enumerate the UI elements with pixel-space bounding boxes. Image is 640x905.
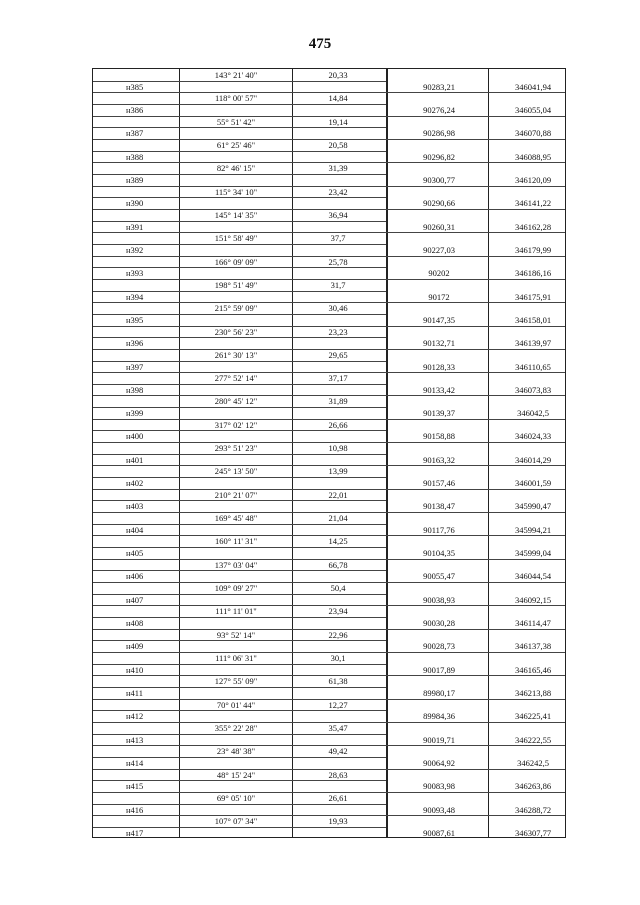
row-divider <box>93 804 386 805</box>
y-coordinate: 346288,72 <box>514 804 552 815</box>
y-coordinate: 346175,91 <box>514 291 552 302</box>
x-coordinate: 90093,48 <box>423 804 455 815</box>
x-coordinate: 90028,73 <box>423 641 455 652</box>
bearing-angle: 145° 14' 35" <box>214 209 258 220</box>
bearing-angle: 355° 22' 28" <box>214 722 258 733</box>
segment-length: 31,89 <box>328 396 348 407</box>
point-id: н394 <box>126 291 144 302</box>
row-divider <box>93 687 386 688</box>
point-id: н391 <box>126 221 144 232</box>
x-coordinate: 89980,17 <box>423 687 455 698</box>
point-id: н400 <box>126 431 144 442</box>
segment-length: 19,14 <box>328 116 348 127</box>
point-id: н385 <box>126 81 144 92</box>
row-divider <box>93 267 386 268</box>
y-coordinate: 346024,33 <box>514 431 552 442</box>
bearing-angle: 127° 55' 09" <box>214 676 258 687</box>
bearing-angle: 107° 07' 34" <box>214 816 258 827</box>
row-divider <box>93 827 386 828</box>
y-coordinate: 346088,95 <box>514 151 552 162</box>
y-coordinate: 346042,5 <box>517 408 549 419</box>
bearing-angle: 48° 15' 24" <box>216 769 256 780</box>
bearing-angle: 280° 45' 12" <box>214 396 258 407</box>
x-coordinate: 90276,24 <box>423 104 455 115</box>
y-coordinate: 346225,41 <box>514 711 552 722</box>
point-id: н398 <box>126 384 144 395</box>
x-coordinate: 90017,89 <box>423 664 455 675</box>
row-divider <box>93 81 386 82</box>
segment-length: 61,38 <box>328 676 348 687</box>
row-divider <box>93 174 386 175</box>
y-coordinate: 346041,94 <box>514 81 552 92</box>
point-id: н417 <box>126 827 144 838</box>
y-coordinate: 346120,09 <box>514 174 552 185</box>
y-coordinate: 346165,46 <box>514 664 552 675</box>
bearing-angle: 143° 21' 40" <box>214 70 258 80</box>
bearing-angle: 215° 59' 09" <box>214 303 258 314</box>
x-coordinate: 90147,35 <box>423 314 455 325</box>
y-coordinate: 346213,88 <box>514 687 552 698</box>
point-id: н407 <box>126 594 144 605</box>
row-divider <box>93 384 386 385</box>
segment-length: 14,25 <box>328 536 348 547</box>
y-coordinate: 346044,54 <box>514 571 552 582</box>
row-divider <box>93 780 386 781</box>
row-divider <box>93 314 386 315</box>
row-divider <box>93 617 386 618</box>
y-coordinate: 346186,16 <box>514 268 552 279</box>
y-coordinate: 345990,47 <box>514 501 552 512</box>
row-divider <box>93 244 386 245</box>
point-id: н393 <box>126 268 144 279</box>
x-coordinate: 90157,46 <box>423 478 455 489</box>
bearing-angle: 82° 46' 15" <box>216 163 256 174</box>
x-coordinate: 90139,37 <box>423 408 455 419</box>
point-id: н387 <box>126 128 144 139</box>
segment-length: 26,61 <box>328 792 348 803</box>
segment-length: 20,58 <box>328 139 348 150</box>
point-id: н388 <box>126 151 144 162</box>
point-id: н411 <box>126 687 143 698</box>
coordinate-table <box>92 68 566 838</box>
segment-length: 22,96 <box>328 629 348 640</box>
row-divider <box>93 524 386 525</box>
y-coordinate: 345994,21 <box>514 524 552 535</box>
point-id: н405 <box>126 548 144 559</box>
bearing-angle: 111° 06' 31" <box>215 653 257 663</box>
x-coordinate: 90163,32 <box>423 454 455 465</box>
bearing-angle: 230° 56' 23" <box>214 326 258 337</box>
segment-length: 29,65 <box>328 349 348 360</box>
segment-length: 37,17 <box>328 373 348 384</box>
x-coordinate: 90019,71 <box>423 734 455 745</box>
row-divider <box>93 221 386 222</box>
segment-length: 23,42 <box>328 186 348 197</box>
bearing-angle: 137° 03' 04" <box>214 559 258 570</box>
x-coordinate: 90227,03 <box>423 244 455 255</box>
x-coordinate: 90064,92 <box>423 757 455 768</box>
x-coordinate: 89984,36 <box>423 711 455 722</box>
segment-length: 13,99 <box>328 466 348 477</box>
row-divider <box>93 337 386 338</box>
bearing-angle: 277° 52' 14" <box>214 373 258 384</box>
y-coordinate: 346158,01 <box>514 314 552 325</box>
x-coordinate: 90038,93 <box>423 594 455 605</box>
point-id: н397 <box>126 361 144 372</box>
bearing-angle: 118° 00' 57" <box>214 93 258 104</box>
segment-length: 26,66 <box>328 419 348 430</box>
x-coordinate: 90087,61 <box>423 827 455 838</box>
point-id: н401 <box>126 454 144 465</box>
y-coordinate: 346162,28 <box>514 221 552 232</box>
bearing-angle: 245° 13' 50" <box>214 466 258 477</box>
row-divider <box>93 430 386 431</box>
x-coordinate: 90283,21 <box>423 81 455 92</box>
bearing-angle: 55° 51' 42" <box>216 116 256 127</box>
point-id: н416 <box>126 804 144 815</box>
y-coordinate: 346139,97 <box>514 338 552 349</box>
segment-length: 50,4 <box>330 583 346 594</box>
point-id: н406 <box>126 571 144 582</box>
row-divider <box>93 361 386 362</box>
segment-length: 28,63 <box>328 769 348 780</box>
row-divider <box>93 547 386 548</box>
x-coordinate: 90133,42 <box>423 384 455 395</box>
point-id: н402 <box>126 478 144 489</box>
segment-length: 31,39 <box>328 163 348 174</box>
segment-length: 20,33 <box>328 70 348 80</box>
row-divider <box>93 291 386 292</box>
y-coordinate: 346110,65 <box>515 361 551 372</box>
segment-length: 31,7 <box>330 279 346 290</box>
row-divider <box>93 127 386 128</box>
segment-length: 23,23 <box>328 326 348 337</box>
x-coordinate: 90290,66 <box>423 198 455 209</box>
row-divider <box>93 734 386 735</box>
row-divider <box>93 594 386 595</box>
y-coordinate: 346242,5 <box>517 757 549 768</box>
point-id: н386 <box>126 104 144 115</box>
segment-length: 30,46 <box>328 303 348 314</box>
y-coordinate: 346263,86 <box>514 781 552 792</box>
x-coordinate: 90158,88 <box>423 431 455 442</box>
x-coordinate: 90104,35 <box>423 548 455 559</box>
page-number: 475 <box>308 36 332 52</box>
point-id: н414 <box>126 757 144 768</box>
x-coordinate: 90132,71 <box>423 338 455 349</box>
bearing-angle: 151° 58' 49" <box>214 233 258 244</box>
point-id: н404 <box>126 524 144 535</box>
bearing-angle: 23° 48' 38" <box>216 746 256 757</box>
x-coordinate: 90030,28 <box>423 618 455 629</box>
y-coordinate: 346070,88 <box>514 128 552 139</box>
bearing-angle: 261° 30' 13" <box>214 349 258 360</box>
point-id: н412 <box>126 711 144 722</box>
segment-length: 12,27 <box>328 699 348 710</box>
bearing-angle: 111° 11' 01" <box>215 606 257 617</box>
y-coordinate: 346055,04 <box>514 104 552 115</box>
point-id: н413 <box>126 734 144 745</box>
bearing-angle: 115° 34' 10" <box>214 186 258 197</box>
point-id: н396 <box>126 338 144 349</box>
x-coordinate: 90202 <box>428 268 450 279</box>
x-coordinate: 90117,76 <box>423 524 455 535</box>
bearing-angle: 69° 05' 10" <box>216 792 256 803</box>
point-id: н410 <box>126 664 144 675</box>
x-coordinate: 90260,31 <box>423 221 455 232</box>
point-id: н409 <box>126 641 144 652</box>
y-coordinate: 345999,04 <box>514 548 552 559</box>
y-coordinate: 346137,38 <box>514 641 552 652</box>
y-coordinate: 346114,47 <box>515 618 551 629</box>
segment-length: 36,94 <box>328 209 348 220</box>
x-coordinate: 90286,98 <box>423 128 455 139</box>
y-coordinate: 346014,29 <box>514 454 552 465</box>
point-id: н390 <box>126 198 144 209</box>
bearing-angle: 61° 25' 46" <box>216 139 256 150</box>
bearing-angle: 93° 52' 14" <box>216 629 256 640</box>
y-coordinate: 346141,22 <box>514 198 552 209</box>
point-id: н399 <box>126 408 144 419</box>
row-divider <box>93 454 386 455</box>
segment-length: 49,42 <box>328 746 348 757</box>
y-coordinate: 346001,59 <box>514 478 552 489</box>
row-divider <box>93 710 386 711</box>
segment-length: 35,47 <box>328 722 348 733</box>
bearing-angle: 70° 01' 44" <box>216 699 256 710</box>
point-id: н415 <box>126 781 144 792</box>
segment-length: 14,84 <box>328 93 348 104</box>
bearing-angle: 210° 21' 07" <box>214 489 258 500</box>
bearing-angle: 160° 11' 31" <box>214 536 258 547</box>
segment-length: 30,1 <box>330 653 346 663</box>
point-id: н403 <box>126 501 144 512</box>
y-coordinate: 346179,99 <box>514 244 552 255</box>
row-divider <box>93 664 386 665</box>
bearing-angle: 166° 09' 09" <box>214 256 258 267</box>
point-id: н395 <box>126 314 144 325</box>
point-id: н389 <box>126 174 144 185</box>
bearing-angle: 198° 51' 49" <box>214 279 258 290</box>
row-divider <box>93 104 386 105</box>
segment-length: 22,01 <box>328 489 348 500</box>
bearing-angle: 109° 09' 27" <box>214 583 258 594</box>
segment-length: 21,04 <box>328 513 348 524</box>
x-coordinate: 90300,77 <box>423 174 455 185</box>
row-divider <box>93 757 386 758</box>
y-coordinate: 346073,83 <box>514 384 552 395</box>
point-id: н392 <box>126 244 144 255</box>
y-coordinate: 346092,15 <box>514 594 552 605</box>
row-divider <box>93 640 386 641</box>
row-divider <box>93 407 386 408</box>
segment-length: 37,7 <box>330 233 346 244</box>
row-divider <box>93 197 386 198</box>
segment-length: 10,98 <box>328 443 348 454</box>
x-coordinate: 90172 <box>428 291 450 302</box>
row-divider <box>93 500 386 501</box>
y-coordinate: 346307,77 <box>514 827 552 838</box>
row-divider <box>93 151 386 152</box>
bearing-angle: 169° 45' 48" <box>214 513 258 524</box>
segment-length: 19,93 <box>328 816 348 827</box>
segment-length: 25,78 <box>328 256 348 267</box>
row-divider <box>93 477 386 478</box>
row-divider <box>93 570 386 571</box>
point-id: н408 <box>126 618 144 629</box>
bearing-angle: 293° 51' 23" <box>214 443 258 454</box>
y-coordinate: 346222,55 <box>514 734 552 745</box>
segment-length: 23,94 <box>328 606 348 617</box>
x-coordinate: 90083,98 <box>423 781 455 792</box>
x-coordinate: 90055,47 <box>423 571 455 582</box>
x-coordinate: 90296,82 <box>423 151 455 162</box>
x-coordinate: 90138,47 <box>423 501 455 512</box>
segment-length: 66,78 <box>328 559 348 570</box>
x-coordinate: 90128,33 <box>423 361 455 372</box>
bearing-angle: 317° 02' 12" <box>214 419 258 430</box>
